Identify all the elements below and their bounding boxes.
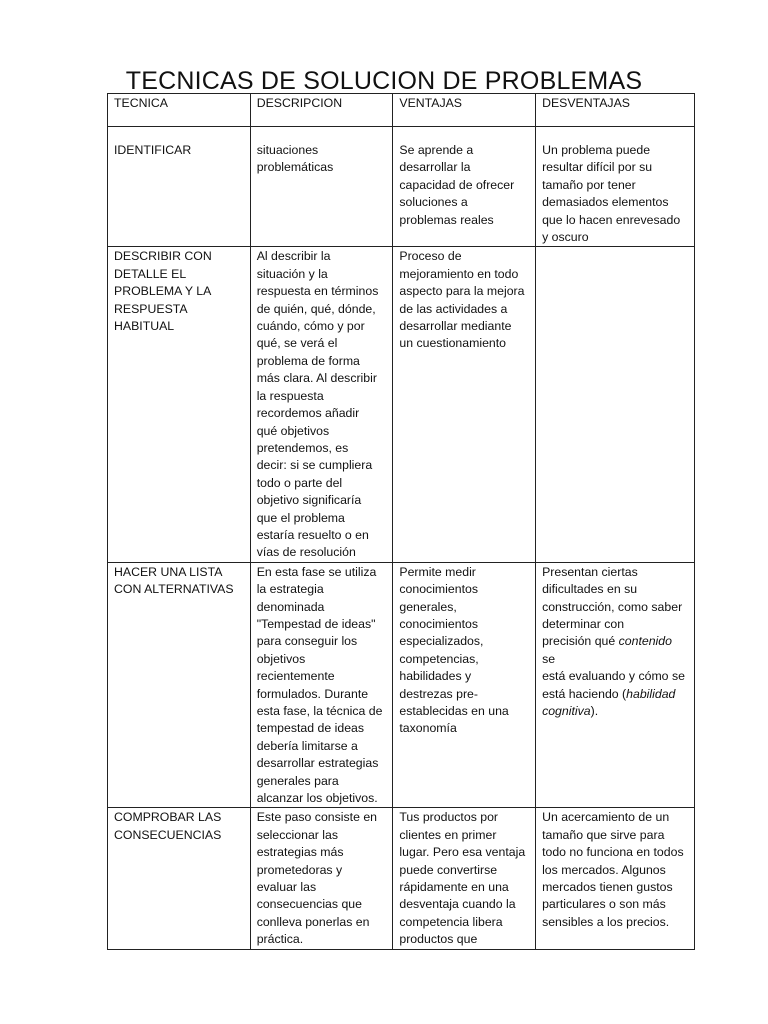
- desventajas-italic-contenido: contenido: [618, 634, 672, 649]
- cell-text: IDENTIFICAR: [114, 143, 192, 157]
- table-row: [108, 808, 695, 950]
- cell-descripcion: [250, 247, 393, 562]
- header-desventajas: DESVENTAJAS: [536, 94, 695, 127]
- cell-desventajas: [536, 247, 695, 562]
- cell-tecnica: [108, 127, 251, 247]
- cell-descripcion: [250, 562, 393, 808]
- techniques-table: [107, 93, 695, 950]
- desventajas-text-part: Presentan ciertas dificultades en su construcción, como saber determinar con precisión qué: [542, 564, 683, 649]
- cell-descripcion: [250, 808, 393, 950]
- cell-tecnica: [108, 247, 251, 562]
- cell-text: situaciones problemáticas: [256, 143, 334, 175]
- cell-ventajas: [393, 808, 536, 950]
- cell-text: En esta fase se utiliza la estrategia denominada "Tempestad de ideas" para conseguir los objetivos recientemente formulados. Durante esta fase, la técnica de tempestad de ideas debería limitarse a desarrollar estrategias generales para alcanzar los objetivos.: [256, 564, 383, 806]
- cell-text: Un problema puede resultar difícil por su tamaño por tener demasiados elementos que lo hacen enrevesado y oscuro: [542, 143, 681, 245]
- desventajas-text-part: ).: [590, 704, 599, 718]
- table-row: [108, 562, 695, 808]
- header-ventajas: VENTAJAS: [393, 94, 536, 127]
- cell-text: Permite medir conocimientos generales, conocimientos especializados, competencias, habilidades y destrezas pre- establecidas en una taxonomía: [399, 564, 509, 736]
- header-descripcion: DESCRIPCION: [250, 94, 393, 127]
- cell-ventajas: [393, 127, 536, 247]
- desventajas-italic-habilidad: habilidad cognitiva: [542, 686, 676, 718]
- header-tecnica: TECNICA: [108, 94, 251, 127]
- cell-text: Proceso de mejoramiento en todo aspecto para la mejora de las actividades a desarrollar mediante un cuestionamiento: [399, 249, 525, 351]
- table-row: [108, 127, 695, 247]
- cell-tecnica: [108, 808, 251, 950]
- cell-text: Tus productos por clientes en primer lugar. Pero esa ventaja puede convertirse rápidamente en una desventaja cuando la competencia libera productos que: [399, 810, 526, 947]
- page-title: TECNICAS DE SOLUCION DE PROBLEMAS: [125, 66, 643, 95]
- cell-text: DESCRIBIR CON DETALLE EL PROBLEMA Y LA RESPUESTA HABITUAL: [114, 249, 212, 334]
- cell-text: HACER UNA LISTA CON ALTERNATIVAS: [114, 564, 234, 597]
- table-header-row: [108, 94, 695, 127]
- desventajas-text-part: se está evaluando y cómo se está haciendo (: [542, 651, 685, 701]
- cell-tecnica: [108, 562, 251, 808]
- cell-desventajas: [536, 562, 695, 808]
- cell-text: Un acercamiento de un tamaño que sirve para todo no funciona en todos los mercados. Algunos mercados tienen gustos particulares o son más sensibles a los precios.: [542, 810, 684, 929]
- cell-text: COMPROBAR LAS CONSECUENCIAS: [114, 810, 222, 842]
- cell-desventajas: [536, 127, 695, 247]
- cell-text: Este paso consiste en seleccionar las estrategias más prometedoras y evaluar las consecuencias que conlleva ponerlas en práctica.: [256, 810, 377, 947]
- cell-desventajas: [536, 808, 695, 950]
- table-row: [108, 247, 695, 562]
- cell-text: [542, 564, 688, 721]
- cell-ventajas: [393, 562, 536, 808]
- cell-descripcion: [250, 127, 393, 247]
- cell-text: Al describir la situación y la respuesta en términos de quién, qué, dónde, cuándo, cómo y por qué, se verá el problema de forma más clara. Al describir la respuesta recordemos añadir qué objetivos pretendemos, es decir: si se cumpliera todo o parte del objetivo significaría que el problema estaría resuelto o en vías de resolución: [256, 249, 379, 560]
- cell-text: Se aprende a desarrollar la capacidad de ofrecer soluciones a problemas reales: [399, 143, 515, 227]
- cell-ventajas: [393, 247, 536, 562]
